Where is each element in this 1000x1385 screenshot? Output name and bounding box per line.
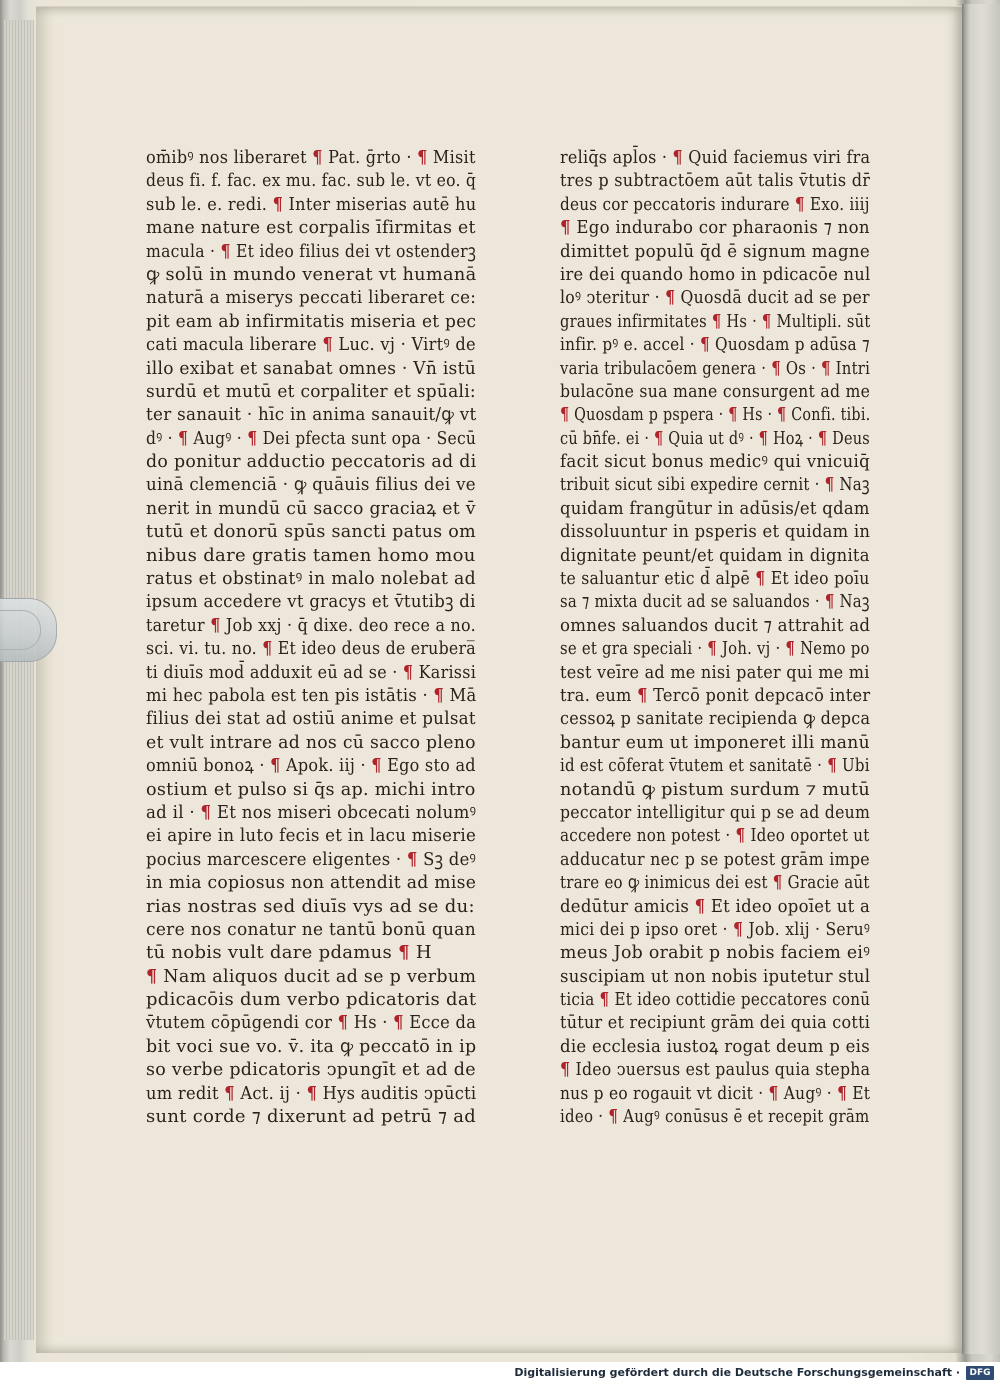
text-line: bantur eum ut imponeret illi manū [560, 731, 870, 753]
rubric-mark: ¶ [406, 848, 418, 870]
rubric-mark: ¶ [247, 427, 258, 449]
rubric-mark: ¶ [837, 1082, 848, 1104]
text-line: bulacōne sua mane consurgent ad me [560, 380, 871, 402]
text-line: ticia ¶ Et ideo cottidie peccatores conū [560, 989, 871, 1011]
text-line: te saluantur etic d̄ alpē ¶ Et ideo poīu [560, 568, 870, 590]
text-line: infir. pꝰ e. accel · ¶ Quosdam p adūsa ⁊ [560, 334, 870, 356]
text-line: nerit in mundū cū sacco graciaꝝ et v̄ [146, 497, 476, 519]
rubric-mark: ¶ [371, 755, 382, 777]
text-line: tutū et donorū spūs sancti patus om [146, 521, 476, 543]
text-line: cū bn̄fe. ei · ¶ Quia ut dꝰ · ¶ Hoꝝ · ¶ Deus [560, 427, 870, 449]
text-line: ter sanauit · hīc in anima sanauit/ꝙ vt [146, 404, 477, 426]
right-text-column [560, 146, 870, 1128]
text-line: surdū et mutū et corpaliter et spūali: [146, 380, 476, 402]
text-line: ¶ Ideo ↄuersus est paulus quia stepha [560, 1059, 871, 1081]
text-line: nus p eo rogauit vt dicit · ¶ Augꝰ · ¶ Et [560, 1082, 871, 1104]
rubric-mark: ¶ [272, 193, 284, 215]
text-line: cessoꝝ p sanitate recipienda ꝙ depca [560, 708, 871, 730]
text-line: do ponitur adductio peccatoris ad di [146, 451, 477, 473]
text-line: ¶ Quosdam p pspera · ¶ Hs · ¶ Confi. tibi. [560, 404, 871, 426]
rubric-mark: ¶ [417, 147, 428, 168]
rubric-mark: ¶ [777, 404, 787, 426]
rubric-mark: ¶ [608, 1106, 619, 1128]
text-line: so verbe pdicatoris ↄpungīt et ad de [146, 1059, 476, 1081]
text-line: meus Job orabit p nobis faciem eiꝰ [560, 942, 871, 964]
text-line: sub le. e. redi. ¶ Inter miserias autē hu [146, 193, 477, 215]
page-clip-inner [0, 610, 41, 650]
text-line: sunt corde ⁊ dixerunt ad petrū ⁊ ad [146, 1106, 477, 1128]
text-line: facit sicut bonus medicꝰ qui vnicuiq̄ [560, 451, 870, 473]
text-line: illo exibat et sanabat omnes · Vn̄ istū [146, 357, 476, 379]
text-line: tra. eum ¶ Tercō ponit depcacō inter [560, 684, 871, 706]
rubric-mark: ¶ [732, 918, 744, 940]
text-line: tūtur et recipiunt grām dei quia cotti [560, 1012, 871, 1034]
text-line: et vult intrare ad nos cū sacco pleno [146, 731, 476, 753]
rubric-mark: ¶ [772, 872, 783, 894]
text-line: peccator intelligitur qui p se ad deum [560, 801, 871, 823]
text-line: v̄tutem cōpūgendi cor ¶ Hs · ¶ Ecce da [146, 1012, 477, 1034]
text-line: die ecclesia iustoꝝ rogat deum p eis [560, 1035, 870, 1057]
text-line: loꝰ ↄteritur · ¶ Quosdā ducit ad se per [560, 287, 870, 309]
footer-bar [0, 1362, 1000, 1385]
text-line: ¶ Nam aliquos ducit ad se p verbum [146, 965, 477, 987]
rubric-mark: ¶ [306, 1082, 318, 1104]
text-line: adducatur nec p se potest grām impe [560, 848, 870, 870]
text-line: ipsum accedere vt gracys et v̄tutibꝫ di [146, 591, 476, 613]
rubric-mark: ¶ [220, 240, 231, 262]
rubric-mark: ¶ [398, 942, 410, 964]
text-line: um redit ¶ Act. ij · ¶ Hys auditis ↄpūcti [146, 1082, 477, 1104]
text-line: id est cōferat v̄tutem et sanitatē · ¶ Ubi [560, 755, 870, 777]
rubric-mark: ¶ [694, 895, 706, 917]
text-line: dignitate peunt/et quidam in dignita [560, 544, 870, 566]
rubric-mark: ¶ [146, 965, 158, 987]
rubric-mark: ¶ [200, 801, 212, 823]
text-line: ratus et obstinatꝰ in malo nolebat ad [146, 568, 476, 590]
text-line: dedūtur amicis ¶ Et ideo opoīet ut a [560, 895, 871, 917]
rubric-mark: ¶ [672, 147, 683, 168]
book-page-edges [4, 20, 34, 1340]
text-line: filius dei stat ad ostiū anime et pulsat [146, 708, 476, 730]
text-line: ad il · ¶ Et nos miseri obcecati nolumꝰ [146, 801, 477, 823]
rubric-mark: ¶ [322, 334, 333, 356]
rubric-mark: ¶ [728, 404, 738, 426]
rubric-mark: ¶ [337, 1012, 349, 1034]
rubric-mark: ¶ [771, 357, 781, 379]
rubric-mark: ¶ [210, 614, 221, 636]
text-line: cere nos conatur ne tantū bonū quan [146, 918, 476, 940]
text-line: mici dei p ipso oret · ¶ Job. xlij · Seruꝰ [560, 918, 871, 940]
text-line: macula · ¶ Et ideo filius dei vt ostenderꝫ [146, 240, 477, 262]
text-line: ei apire in luto fecis et in lacu miserie [146, 825, 477, 847]
book-right-edge [962, 4, 1000, 1354]
text-line: mane nature est corpalis īfirmitas et [146, 217, 476, 239]
text-line: ꝙ solū in mundo venerat vt humanā [146, 263, 477, 285]
text-line: rias nostras sed diuīs vys ad se du: [146, 895, 475, 917]
text-line: reliq̄s apl̄os · ¶ Quid faciemus viri fra [560, 147, 871, 168]
text-line: dimittet populū q̄d ē signum magne [560, 240, 870, 262]
text-line: sci. vi. tu. no. ¶ Et ideo deus de erubera̅ [146, 638, 476, 660]
text-line: bit voci sue vo. v̄. ita ꝙ peccatō in ip [146, 1035, 477, 1057]
text-line: pocius marcescere eligentes · ¶ Sꝫ deꝰ [146, 848, 477, 870]
text-line: quidam frangūtur in adūsis/et qdam [560, 497, 870, 519]
text-line: accedere non potest · ¶ Ideo oportet ut [560, 825, 870, 847]
rubric-mark: ¶ [262, 638, 273, 660]
text-line: ostium et pulso si q̄s ap. michi intro [146, 778, 476, 800]
rubric-mark: ¶ [637, 684, 648, 706]
rubric-mark: ¶ [653, 427, 664, 449]
rubric-mark: ¶ [827, 755, 838, 777]
text-line: ti diuīs mod̄ adduxit eū ad se · ¶ Karissi [146, 661, 477, 683]
rubric-mark: ¶ [178, 427, 189, 449]
dfg-logo: DFG [966, 1366, 994, 1380]
rubric-mark: ¶ [735, 825, 746, 847]
rubric-mark: ¶ [824, 474, 835, 496]
text-line: ire dei quando homo in pdicacōe nul [560, 263, 871, 285]
text-line: in mia copiosus non attendit ad mise [146, 872, 477, 894]
text-line: omniū bonoꝝ · ¶ Apok. iij · ¶ Ego sto ad [146, 755, 476, 777]
left-text-column [146, 146, 476, 1128]
footer-credit: Digitalisierung gefördert durch die Deutsche Forschungsgemeinschaft · [514, 1366, 960, 1379]
rubric-mark: ¶ [699, 334, 710, 356]
text-line: sa ⁊ mixta ducit ad se saluandos · ¶ Naꝫ [560, 591, 870, 613]
rubric-mark: ¶ [599, 989, 610, 1011]
text-line: notandū ꝙ pistum surdum ⁊ mutū [560, 778, 871, 800]
rubric-mark: ¶ [794, 193, 805, 215]
text-line: pit eam ab infirmitatis miseria et pec [146, 310, 477, 332]
text-line: mi hec pabola est ten pis istātis · ¶ Mā [146, 684, 477, 706]
text-line: tres p subtractōem aūt talis v̄tutis dr̄ [560, 170, 871, 192]
text-line: om̄ibꝰ nos liberaret ¶ Pat. ḡrto · ¶ Misit [146, 147, 476, 168]
rubric-mark: ¶ [402, 661, 414, 683]
text-line: ¶ Ego indurabo cor pharaonis ⁊ non [560, 217, 870, 239]
rubric-mark: ¶ [665, 287, 676, 309]
text-line: dissoluuntur in psperis et quidam in [560, 521, 871, 543]
rubric-mark: ¶ [707, 638, 717, 660]
text-line: cati macula liberare ¶ Luc. vj · Virtꝰ de [146, 334, 476, 356]
text-line: se et gra speciali · ¶ Joh. vj · ¶ Nemo po [560, 638, 870, 660]
rubric-mark: ¶ [560, 1059, 571, 1081]
text-line: suscipiam ut non nobis iputetur stul [560, 965, 871, 987]
rubric-mark: ¶ [560, 217, 571, 239]
text-line: ideo · ¶ Augꝰ conūsus ē et recepit grām [560, 1106, 870, 1128]
rubric-mark: ¶ [758, 427, 769, 449]
text-line: deus cor peccatoris indurare ¶ Exo. iiij [560, 193, 870, 215]
text-line: uinā clemenciā · ꝙ quāuis filius dei ve [146, 474, 476, 496]
text-line: omnes saluandos ducit ⁊ attrahit ad [560, 614, 871, 636]
rubric-mark: ¶ [312, 147, 323, 168]
rubric-mark: ¶ [761, 310, 772, 332]
rubric-mark: ¶ [560, 404, 570, 426]
rubric-mark: ¶ [755, 568, 766, 590]
text-line: pdicacōis dum verbo pdicatoris dat [146, 989, 477, 1011]
rubric-mark: ¶ [785, 638, 796, 660]
text-line: tū nobis vult dare pdamus ¶ H [146, 942, 432, 964]
text-line: naturā a miserys peccati liberaret ce: [146, 287, 477, 309]
rubric-mark: ¶ [433, 684, 445, 706]
rubric-mark: ¶ [817, 427, 828, 449]
text-line: tribuit sicut sibi expedire cernit · ¶ Naꝫ [560, 474, 870, 496]
text-line: graues infirmitates ¶ Hs · ¶ Multipli. sūt [560, 310, 871, 332]
text-line: test veīre ad me nisi pater qui me mi [560, 661, 870, 683]
text-line: dꝰ · ¶ Augꝰ · ¶ Dei pfecta sunt opa · Secū [146, 427, 477, 449]
text-line: taretur ¶ Job xxj · q̄ dixe. deo rece a no. [146, 614, 476, 636]
text-line: deus fi. f. fac. ex mu. fac. sub le. vt eo. q̄ [146, 170, 477, 192]
text-line: nibus dare gratis tamen homo mou [146, 544, 476, 566]
rubric-mark: ¶ [821, 357, 831, 379]
text-line: varia tribulacōem genera · ¶ Os · ¶ Intri [560, 357, 871, 379]
rubric-mark: ¶ [224, 1082, 235, 1104]
rubric-mark: ¶ [824, 591, 835, 613]
text-line: trare eo ꝙ inimicus dei est ¶ Gracie aūt [560, 872, 870, 894]
rubric-mark: ¶ [768, 1082, 779, 1104]
rubric-mark: ¶ [270, 755, 281, 777]
rubric-mark: ¶ [711, 310, 722, 332]
rubric-mark: ¶ [393, 1012, 404, 1034]
